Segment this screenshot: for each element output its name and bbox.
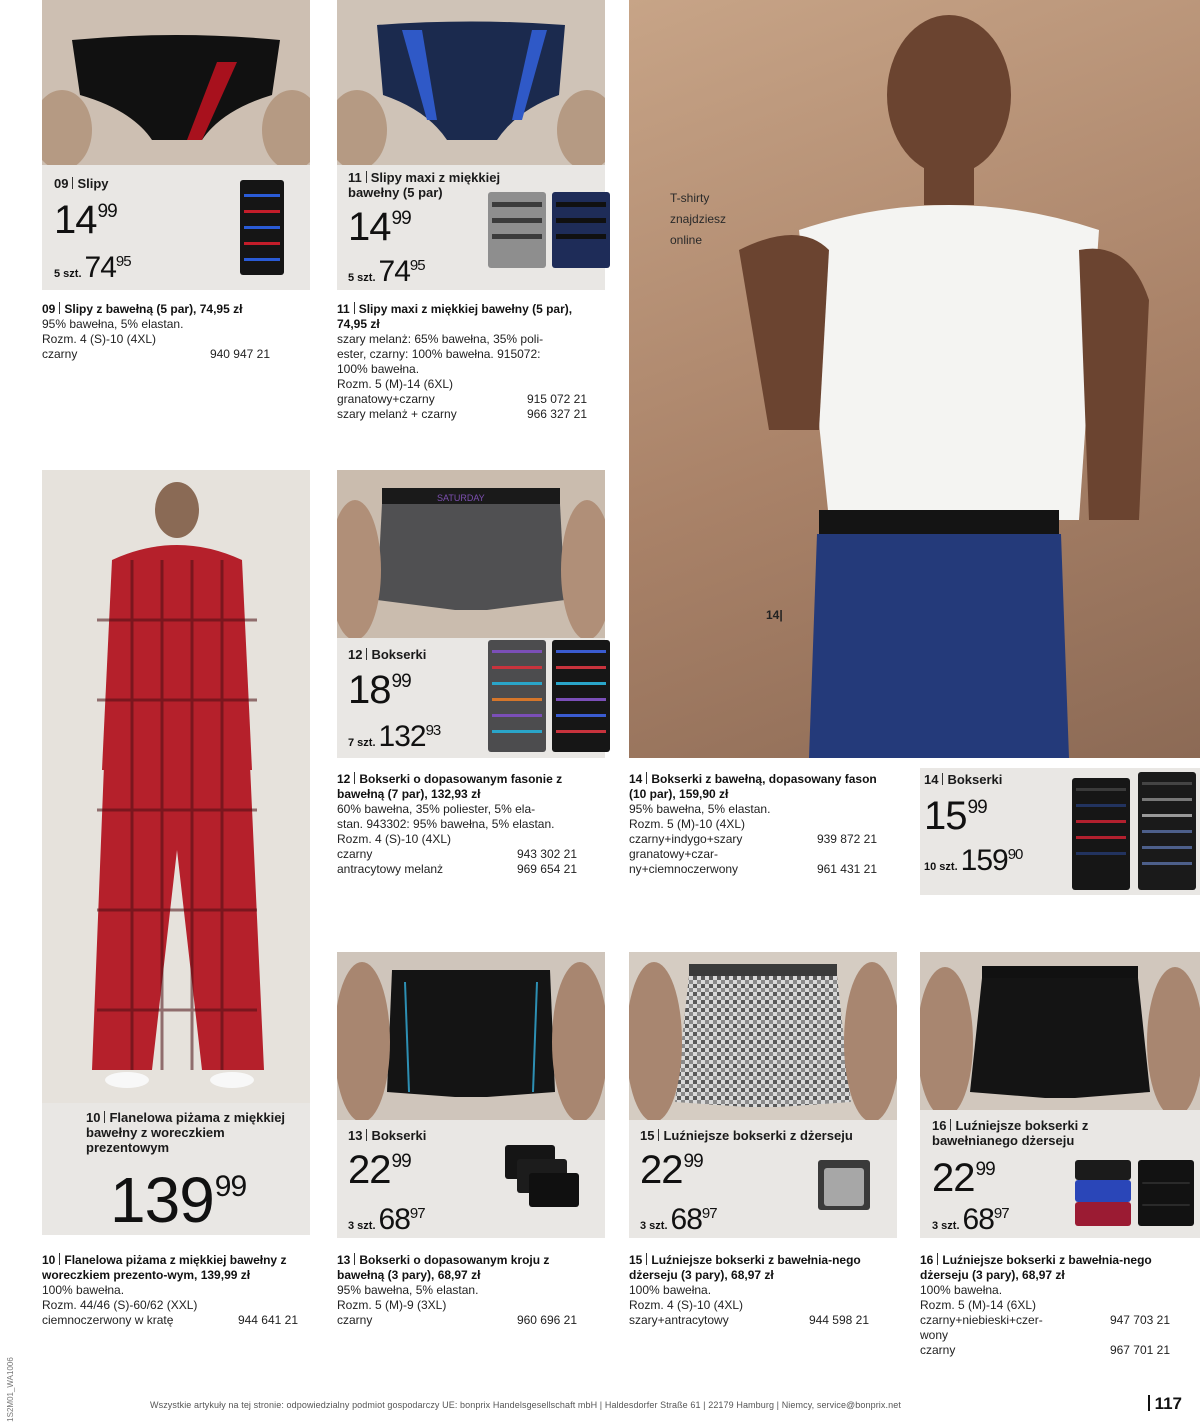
desc-line: Rozm. 5 (M)-9 (3XL) xyxy=(337,1298,447,1312)
pack-thumbnail-09[interactable] xyxy=(240,180,284,275)
price-integer: 22 xyxy=(932,1156,975,1200)
description-14 xyxy=(629,772,877,877)
item-number: 12 xyxy=(348,647,363,662)
set-price-decimal: 95 xyxy=(115,253,131,270)
variant-color: szary+antracytowy xyxy=(629,1313,729,1327)
unit-price-13 xyxy=(348,1150,411,1190)
unit-price-16 xyxy=(932,1158,995,1198)
title-text: Bokserki o dopasowanym kroju z bawełną (3 pary), 68,97 zł xyxy=(337,1253,550,1282)
description-title xyxy=(629,772,877,802)
description-15 xyxy=(629,1253,869,1328)
variant-color: czarny xyxy=(337,1313,373,1327)
product-photo-bokserki-15[interactable] xyxy=(629,952,897,1120)
variant-color: ciemnoczerwony w kratę xyxy=(42,1313,174,1327)
variant-row xyxy=(629,847,877,877)
description-title xyxy=(920,1253,1170,1283)
variant-code: 967 701 21 xyxy=(1109,1343,1170,1357)
item-label: Luźniejsze bokserki z dżerseju xyxy=(663,1128,853,1143)
product-label-13 xyxy=(348,1128,426,1143)
price-decimal: 99 xyxy=(97,201,117,222)
svg-text:SATURDAY: SATURDAY xyxy=(437,493,485,503)
product-label-09 xyxy=(54,176,109,191)
variant-row xyxy=(629,1313,869,1328)
title-text: Bokserki z bawełną, dopasowany fason (10 par), 159,90 zł xyxy=(629,772,877,801)
variant-row xyxy=(337,1313,577,1328)
briefs-maxi-illustration xyxy=(337,0,605,165)
variant-color: granatowy+czar- ny+ciemnoczerwony xyxy=(629,847,739,876)
variant-row xyxy=(337,862,577,877)
price-integer: 22 xyxy=(348,1148,391,1192)
variant-color: czarny+niebieski+czer- wony xyxy=(920,1313,1043,1342)
description-title xyxy=(337,1253,577,1283)
desc-line: Rozm. 5 (M)-14 (6XL) xyxy=(920,1298,1037,1312)
price-decimal: 99 xyxy=(975,1159,995,1180)
variant-code: 943 302 21 xyxy=(516,847,577,861)
variant-code: 915 072 21 xyxy=(526,392,587,406)
price-integer: 22 xyxy=(640,1148,683,1192)
product-photo-slipy-09[interactable] xyxy=(42,0,310,165)
desc-line: stan. 943302: 95% bawełna, 5% elastan. xyxy=(337,817,555,831)
set-price-14 xyxy=(924,846,1022,876)
pack-thumbnail-15[interactable] xyxy=(818,1160,870,1210)
product-label-14 xyxy=(924,772,1002,787)
set-price-decimal: 90 xyxy=(1007,846,1023,863)
variant-color: szary melanż + czarny xyxy=(337,407,457,421)
description-11 xyxy=(337,302,587,422)
desc-line: 100% bawełna. xyxy=(629,1283,712,1297)
pack-thumbnail-16-black[interactable] xyxy=(1138,1160,1194,1226)
variant-row xyxy=(42,1313,298,1328)
item-label: Slipy xyxy=(77,176,109,191)
variant-code: 940 947 21 xyxy=(209,347,270,361)
description-title xyxy=(629,1253,869,1283)
pack-thumbnail-11-navy[interactable] xyxy=(552,192,610,268)
description-12 xyxy=(337,772,577,877)
description-title xyxy=(42,302,270,317)
variant-row xyxy=(629,832,877,847)
pack-thumbnail-12-black[interactable] xyxy=(552,640,610,752)
set-price-integer: 74 xyxy=(378,255,410,288)
unit-price-09 xyxy=(54,200,117,240)
price-decimal: 99 xyxy=(391,671,411,692)
description-09 xyxy=(42,302,270,362)
pack-thumbnail-11-grey[interactable] xyxy=(488,192,546,268)
desc-line: 100% bawełna. xyxy=(42,1283,125,1297)
boxers-check-illustration xyxy=(629,952,897,1120)
description-13 xyxy=(337,1253,577,1328)
description-title xyxy=(42,1253,298,1283)
pack-thumbnail-13[interactable] xyxy=(505,1145,580,1207)
desc-line: ester, czarny: 100% bawełna. 915072: xyxy=(337,347,541,361)
variant-color: antracytowy melanż xyxy=(337,862,444,876)
variant-color: czarny xyxy=(337,847,373,861)
variant-code: 969 654 21 xyxy=(516,862,577,876)
price-integer: 139 xyxy=(110,1164,214,1236)
variant-row xyxy=(920,1313,1170,1343)
item-number: 10 xyxy=(86,1110,101,1125)
product-label-10 xyxy=(86,1110,286,1155)
variant-code: 961 431 21 xyxy=(816,862,877,876)
product-label-12 xyxy=(348,647,426,662)
title-text: Slipy z bawełną (5 par), 74,95 zł xyxy=(64,302,243,316)
boxers-jersey-illustration xyxy=(920,952,1200,1110)
boxers-black-illustration xyxy=(337,952,605,1120)
set-quantity: 3 szt. xyxy=(348,1220,376,1232)
set-quantity: 7 szt. xyxy=(348,737,376,749)
price-decimal: 99 xyxy=(391,1151,411,1172)
item-number: 09 xyxy=(54,176,69,191)
variant-code: 947 703 21 xyxy=(1109,1313,1170,1327)
item-label: Bokserki xyxy=(371,1128,427,1143)
item-number: 16 xyxy=(920,1253,934,1267)
price-integer: 14 xyxy=(54,198,97,242)
set-price-integer: 68 xyxy=(962,1203,994,1236)
item-number: 15 xyxy=(629,1253,643,1267)
set-price-decimal: 97 xyxy=(701,1205,717,1222)
product-label-15 xyxy=(640,1128,853,1143)
item-number: 13 xyxy=(337,1253,351,1267)
item-number: 14 xyxy=(924,772,939,787)
desc-line: Rozm. 4 (S)-10 (4XL) xyxy=(42,332,157,346)
desc-line: 60% bawełna, 35% poliester, 5% ela- xyxy=(337,802,536,816)
price-integer: 14 xyxy=(348,205,391,249)
product-photo-bokserki-13[interactable] xyxy=(337,952,605,1120)
set-price-15 xyxy=(640,1205,717,1235)
description-title xyxy=(337,302,587,332)
item-number: 15 xyxy=(640,1128,655,1143)
title-text: Luźniejsze bokserki z bawełnia-nego dżerseju (3 pary), 68,97 zł xyxy=(629,1253,861,1282)
pack-thumbnail-16-color[interactable] xyxy=(1075,1160,1131,1226)
side-catalog-code: 1S2M01_WA1006 xyxy=(5,1357,15,1422)
pack-thumbnail-12-grey[interactable] xyxy=(488,640,546,752)
variant-row xyxy=(337,407,587,422)
set-price-12 xyxy=(348,722,440,752)
set-quantity: 5 szt. xyxy=(348,272,376,284)
item-number: 11 xyxy=(348,170,362,185)
price-decimal: 99 xyxy=(214,1170,247,1203)
set-price-decimal: 97 xyxy=(993,1205,1009,1222)
item-label: Luźniejsze bokserki z bawełnianego dżerseju xyxy=(932,1118,1089,1148)
variant-row xyxy=(337,392,587,407)
model-illustration xyxy=(629,0,1200,758)
desc-line: szary melanż: 65% bawełna, 35% poli- xyxy=(337,332,544,346)
hero-caption: T-shirty znajdziesz online xyxy=(670,191,727,247)
item-number: 13 xyxy=(348,1128,363,1143)
page-number: 117 xyxy=(1148,1394,1182,1414)
title-text: Flanelowa piżama z miękkiej bawełny z woreczkiem prezento-wym, 139,99 zł xyxy=(42,1253,287,1282)
item-label: Flanelowa piżama z miękkiej bawełny z woreczkiem prezentowym xyxy=(86,1110,286,1155)
unit-price-12 xyxy=(348,670,411,710)
unit-price-10 xyxy=(110,1164,247,1236)
set-price-integer: 68 xyxy=(670,1203,702,1236)
product-photo-bokserki-16[interactable] xyxy=(920,952,1200,1110)
variant-row xyxy=(920,1343,1170,1358)
desc-line: Rozm. 5 (M)-14 (6XL) xyxy=(337,377,454,391)
set-quantity: 5 szt. xyxy=(54,268,82,280)
price-decimal: 99 xyxy=(391,208,411,229)
desc-line: Rozm. 5 (M)-10 (4XL) xyxy=(629,817,746,831)
desc-line: 100% bawełna. xyxy=(337,362,420,376)
title-text: Slipy maxi z miękkiej bawełny (5 par), 74,95 zł xyxy=(337,302,573,331)
set-price-integer: 159 xyxy=(960,844,1008,877)
variant-row xyxy=(42,347,270,362)
boxers-illustration xyxy=(337,470,605,638)
set-price-11 xyxy=(348,257,425,287)
item-label: Bokserki xyxy=(371,647,427,662)
set-price-16 xyxy=(932,1205,1009,1235)
variant-color: granatowy+czarny xyxy=(337,392,435,406)
variant-color: czarny+indygo+szary xyxy=(629,832,743,846)
unit-price-14 xyxy=(924,796,987,836)
briefs-illustration xyxy=(42,0,310,165)
variant-color: czarny xyxy=(920,1343,956,1357)
item-number: 09 xyxy=(42,302,56,316)
price-decimal: 99 xyxy=(683,1151,703,1172)
product-photo-bokserki-12[interactable] xyxy=(337,470,605,638)
hero-ref-label: 14| xyxy=(766,608,783,622)
pajamas-illustration xyxy=(42,470,310,1103)
price-integer: 18 xyxy=(348,668,391,712)
hero-photo-model[interactable] xyxy=(629,0,1200,758)
variant-code: 966 327 21 xyxy=(526,407,587,421)
product-photo-slipy-maxi-11[interactable] xyxy=(337,0,605,165)
item-number: 11 xyxy=(337,302,350,316)
product-label-16 xyxy=(932,1118,1142,1148)
variant-code: 939 872 21 xyxy=(816,832,877,846)
footer-legal-text: Wszystkie artykuły na tej stronie: odpowiedzialny podmiot gospodarczy UE: bonprix Handelsgesellschaft mbH | Haldesdorfer Straße 61 | 22179 Hamburg | Niemcy, service@bonprix.net xyxy=(150,1400,901,1410)
item-label: Slipy maxi z miękkiej bawełny (5 par) xyxy=(348,170,501,200)
set-price-decimal: 93 xyxy=(425,722,441,739)
set-price-decimal: 97 xyxy=(409,1205,425,1222)
item-number: 16 xyxy=(932,1118,947,1133)
set-price-decimal: 95 xyxy=(409,257,425,274)
set-price-13 xyxy=(348,1205,425,1235)
description-16 xyxy=(920,1253,1170,1358)
variant-row xyxy=(337,847,577,862)
variant-color: czarny xyxy=(42,347,78,361)
variant-code: 960 696 21 xyxy=(516,1313,577,1327)
desc-line: 95% bawełna, 5% elastan. xyxy=(629,802,771,816)
price-integer: 15 xyxy=(924,794,967,838)
product-photo-pizama-10[interactable] xyxy=(42,470,310,1103)
unit-price-11 xyxy=(348,207,411,247)
description-10 xyxy=(42,1253,298,1328)
desc-line: 95% bawełna, 5% elastan. xyxy=(42,317,184,331)
desc-line: Rozm. 44/46 (S)-60/62 (XXL) xyxy=(42,1298,198,1312)
price-decimal: 99 xyxy=(967,797,987,818)
title-text: Luźniejsze bokserki z bawełnia-nego dżerseju (3 pary), 68,97 zł xyxy=(920,1253,1152,1282)
set-price-09 xyxy=(54,253,131,283)
variant-code: 944 641 21 xyxy=(237,1313,298,1327)
description-title xyxy=(337,772,577,802)
set-quantity: 3 szt. xyxy=(932,1220,960,1232)
desc-line: Rozm. 4 (S)-10 (4XL) xyxy=(337,832,452,846)
pack-thumbnail-14-grey[interactable] xyxy=(1138,772,1196,890)
desc-line: 100% bawełna. xyxy=(920,1283,1003,1297)
set-quantity: 3 szt. xyxy=(640,1220,668,1232)
pack-thumbnail-14-red[interactable] xyxy=(1072,778,1130,890)
set-price-integer: 68 xyxy=(378,1203,410,1236)
item-number: 12 xyxy=(337,772,351,786)
item-number: 14 xyxy=(629,772,643,786)
variant-code: 944 598 21 xyxy=(808,1313,869,1327)
item-number: 10 xyxy=(42,1253,56,1267)
desc-line: 95% bawełna, 5% elastan. xyxy=(337,1283,479,1297)
title-text: Bokserki o dopasowanym fasonie z bawełną (7 par), 132,93 zł xyxy=(337,772,563,801)
set-quantity: 10 szt. xyxy=(924,861,958,873)
unit-price-15 xyxy=(640,1150,703,1190)
item-label: Bokserki xyxy=(947,772,1003,787)
set-price-integer: 132 xyxy=(378,720,426,753)
desc-line: Rozm. 4 (S)-10 (4XL) xyxy=(629,1298,744,1312)
set-price-integer: 74 xyxy=(84,251,116,284)
